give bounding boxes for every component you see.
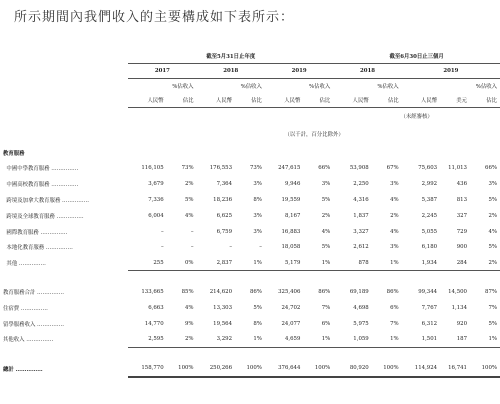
row-value: 5% (488, 244, 497, 251)
header-pct-label (402, 79, 440, 92)
row-value: 5% (488, 196, 497, 203)
row-label: 國際教育服務 …………… (3, 229, 68, 236)
header-year: 2017 (128, 63, 196, 79)
header-sub: 人民幣 (128, 92, 166, 108)
spacer-top (0, 0, 500, 50)
row-value: 284 (440, 255, 470, 271)
row-value: 7% (390, 320, 399, 327)
row-value: 66% (485, 165, 497, 172)
row-value: 2% (488, 212, 497, 219)
row-value: 4,316 (353, 196, 369, 203)
row-value: 2% (185, 181, 194, 188)
header-pct-label (440, 79, 470, 92)
row-label: 留學服務收入 …………… (3, 321, 65, 328)
row-value: – (190, 228, 194, 235)
blank-cell (167, 145, 197, 161)
header-pct-label: %佔收入 (308, 83, 331, 90)
row-value: 1% (470, 331, 500, 347)
header-blank (0, 63, 128, 79)
row-value: 1,501 (402, 331, 440, 347)
row-value: 3,292 (197, 331, 235, 347)
row-value: 6% (390, 304, 399, 311)
row-value: 85% (181, 289, 194, 295)
row-value: 75,603 (418, 165, 438, 172)
header-pct-label (265, 79, 303, 92)
spacer-total (0, 347, 500, 360)
row-value: 69,189 (349, 289, 369, 295)
row-label: 中國中學教育服務 …………… (3, 166, 79, 173)
row-value: 1,059 (333, 331, 371, 347)
total-value: 100% (235, 360, 265, 377)
row-label: 教育服務合計 …………… (3, 290, 65, 296)
table-row (0, 192, 500, 208)
header-group-row (0, 50, 500, 63)
row-value: 86% (249, 289, 262, 295)
row-value: 7% (488, 304, 497, 311)
table-row (0, 331, 500, 347)
row-value: 0% (167, 255, 197, 271)
total-row (0, 360, 500, 377)
row-value: 6,663 (148, 304, 164, 311)
row-value: 2,595 (128, 331, 166, 347)
row-value: 5,387 (421, 196, 438, 203)
row-value: 3,327 (353, 228, 369, 235)
table-row (0, 255, 500, 271)
header-sub: 人民幣 (197, 92, 235, 108)
row-value: 4% (185, 304, 194, 311)
total-value: 16,741 (440, 360, 470, 377)
header-year: 2019 (402, 63, 500, 79)
row-value: 5% (321, 244, 331, 251)
total-value: 100% (303, 360, 333, 377)
row-value: 436 (456, 181, 467, 188)
row-value: 2% (390, 212, 399, 219)
blank-cell (402, 145, 440, 161)
row-value: 4% (488, 228, 497, 235)
row-value: 3% (390, 244, 399, 251)
header-unaudited-row (0, 108, 500, 124)
row-value: 18,058 (281, 244, 301, 251)
row-value: 8,167 (284, 212, 301, 219)
blank-cell (197, 145, 235, 161)
header-blank (0, 79, 128, 92)
row-value: 1% (303, 331, 333, 347)
row-value: 19,559 (281, 196, 301, 203)
row-value: 73% (181, 165, 194, 172)
row-label: 跨境及加拿大教育服務 …………… (3, 197, 90, 204)
header-sub: 人民幣 (402, 92, 440, 108)
row-value: 3% (253, 228, 262, 235)
header-blank (0, 108, 128, 124)
row-value: 5% (488, 320, 497, 327)
row-value: 86% (318, 289, 331, 295)
header-period-group: 截至6月30日止三個月 (333, 50, 500, 63)
row-value: 8% (253, 196, 262, 203)
header-pct-row (0, 79, 500, 92)
row-value: 5,975 (353, 320, 369, 327)
row-value: 729 (456, 228, 467, 235)
header-sub: 人民幣 (333, 92, 371, 108)
table-row (0, 208, 500, 224)
table-row (0, 300, 500, 316)
header-pct-label (128, 79, 166, 92)
row-value: 2,837 (197, 255, 235, 271)
row-value: 2% (470, 255, 500, 271)
row-value: 6,004 (148, 212, 164, 219)
row-value: 9% (185, 320, 194, 327)
header-sub: 佔比 (303, 92, 333, 108)
header-year-row (0, 63, 500, 79)
table-row (0, 160, 500, 176)
row-label: 其他收入 …………… (3, 337, 54, 344)
row-value: – (190, 244, 194, 251)
row-value: 878 (333, 255, 371, 271)
row-label: 其他 …………… (3, 261, 46, 268)
table-row (0, 176, 500, 192)
blank-cell (372, 145, 402, 161)
row-value: 86% (386, 289, 399, 295)
row-value: 1,934 (402, 255, 440, 271)
header-sub: 美元 (440, 92, 470, 108)
row-label: 本地化教育服務 …………… (3, 245, 73, 252)
total-value: 158,770 (128, 360, 166, 377)
row-value: 13,303 (213, 304, 233, 311)
row-value: – (229, 244, 233, 251)
header-blank (0, 50, 128, 63)
row-value: 187 (440, 331, 470, 347)
row-value: 3% (321, 181, 331, 188)
blank-cell (265, 145, 303, 161)
row-value: 116,105 (141, 165, 164, 172)
blank-cell (235, 145, 265, 161)
row-value: 3% (253, 212, 262, 219)
total-value: 100% (372, 360, 402, 377)
header-year: 2019 (265, 63, 333, 79)
total-label: 總計 …………… (3, 366, 43, 373)
row-value: 24,702 (281, 304, 301, 311)
header-sub: 佔比 (372, 92, 402, 108)
row-value: 4% (390, 196, 399, 203)
row-value: 24,077 (281, 320, 301, 327)
row-value: 9,946 (284, 181, 301, 188)
row-value: 247,615 (278, 165, 301, 172)
row-value: 2,250 (353, 181, 369, 188)
row-value: 4% (185, 212, 194, 219)
row-value: 3,679 (148, 181, 164, 188)
total-value: 100% (470, 360, 500, 377)
section-title-row (0, 145, 500, 161)
row-label: 跨境及全球教育服務 …………… (3, 213, 84, 220)
row-value: 4% (321, 228, 331, 235)
header-unit-row (0, 124, 500, 145)
row-value: 176,553 (209, 165, 233, 172)
row-value: 5,055 (421, 228, 438, 235)
row-value: 14,500 (448, 289, 467, 295)
spacer-mid (0, 271, 500, 284)
row-value: 14,770 (144, 320, 164, 327)
spacer-bottom (0, 377, 500, 404)
header-sub: 佔比 (167, 92, 197, 108)
row-value: 1% (372, 331, 402, 347)
section-title: 教育服務 (3, 150, 25, 157)
blank-cell (440, 145, 470, 161)
intro-text: 所示期間內我們收入的主要構成如下表所示： (14, 10, 295, 25)
header-unit-note: （以千計，百分比除外） (284, 132, 344, 139)
header-pct-label (197, 79, 235, 92)
row-value: 66% (318, 165, 331, 172)
row-value: 4,698 (353, 304, 369, 311)
row-value: 920 (456, 320, 467, 327)
row-value: 87% (485, 289, 497, 295)
header-pct-label (333, 79, 371, 92)
header-pct-label: %佔收入 (475, 83, 497, 90)
row-value: 7,336 (148, 196, 164, 203)
row-value: 6,625 (216, 212, 233, 219)
row-value: 1% (235, 331, 265, 347)
header-blank (0, 124, 128, 145)
row-value: 11,013 (448, 165, 467, 172)
row-value: 813 (456, 196, 467, 203)
row-value: 67% (386, 165, 399, 172)
header-year: 2018 (333, 63, 401, 79)
header-sub: 佔比 (235, 92, 265, 108)
row-value: 6,312 (421, 320, 438, 327)
header-unaudited: （未經審核） (400, 114, 433, 121)
row-value: 2,612 (353, 244, 369, 251)
header-pct-label: %佔收入 (240, 83, 262, 90)
total-value: 114,924 (402, 360, 440, 377)
row-value: 1,134 (451, 304, 467, 311)
total-value: 80,920 (333, 360, 371, 377)
header-pct-label: %佔收入 (377, 83, 399, 90)
header-blank (0, 92, 128, 108)
row-value: – (259, 244, 262, 251)
row-value: 7,364 (216, 181, 233, 188)
header-pct-label: %佔收入 (172, 83, 194, 90)
blank-cell (303, 145, 333, 161)
row-value: 19,564 (213, 320, 233, 327)
row-value: 7,767 (421, 304, 438, 311)
blank-cell (128, 145, 166, 161)
row-value: 99,344 (418, 289, 438, 295)
row-value: 255 (128, 255, 166, 271)
row-value: 3% (390, 181, 399, 188)
row-value: 4% (390, 228, 399, 235)
row-value: 1,837 (353, 212, 369, 219)
header-year: 2018 (197, 63, 265, 79)
row-value: 73% (249, 165, 262, 172)
total-value: 100% (167, 360, 197, 377)
row-value: 2% (167, 331, 197, 347)
row-value: 5,179 (265, 255, 303, 271)
row-value: 18,236 (213, 196, 233, 203)
row-value: 900 (456, 244, 467, 251)
row-value: – (160, 228, 164, 235)
row-value: 53,908 (349, 165, 369, 172)
row-value: 5% (253, 304, 262, 311)
row-value: 6,180 (421, 244, 438, 251)
row-value: 5% (321, 196, 331, 203)
row-value: 325,406 (278, 289, 301, 295)
row-value: 1% (372, 255, 402, 271)
row-value: 1% (235, 255, 265, 271)
row-value: 133,665 (141, 289, 164, 295)
table-row (0, 224, 500, 240)
header-blank (128, 108, 333, 124)
header-sub: 人民幣 (265, 92, 303, 108)
table-row (0, 284, 500, 300)
row-value: 214,620 (209, 289, 233, 295)
row-label: 中國高校教育服務 …………… (3, 182, 79, 189)
total-value: 250,266 (197, 360, 235, 377)
row-value: 3% (253, 181, 262, 188)
row-value: 7% (321, 304, 331, 311)
row-value: 327 (456, 212, 467, 219)
blank-cell (333, 145, 371, 161)
row-value: 4,659 (265, 331, 303, 347)
row-value: 8% (253, 320, 262, 327)
row-value: 2,992 (421, 181, 438, 188)
row-value: 16,883 (281, 228, 301, 235)
row-value: – (160, 244, 164, 251)
table-row (0, 239, 500, 255)
header-sub: 佔比 (470, 92, 500, 108)
table-row (0, 316, 500, 332)
row-label: 住宿費 …………… (3, 305, 48, 312)
row-value: 2% (321, 212, 331, 219)
header-year-group: 截至5月31日止年度 (128, 50, 333, 63)
row-value: 2,245 (421, 212, 438, 219)
header-sub-row (0, 92, 500, 108)
row-value: 6,759 (216, 228, 233, 235)
row-value: 1% (303, 255, 333, 271)
blank-cell (470, 145, 500, 161)
row-value: 6% (321, 320, 331, 327)
row-value: 5% (185, 196, 194, 203)
row-value: 3% (488, 181, 497, 188)
total-value: 376,644 (265, 360, 303, 377)
